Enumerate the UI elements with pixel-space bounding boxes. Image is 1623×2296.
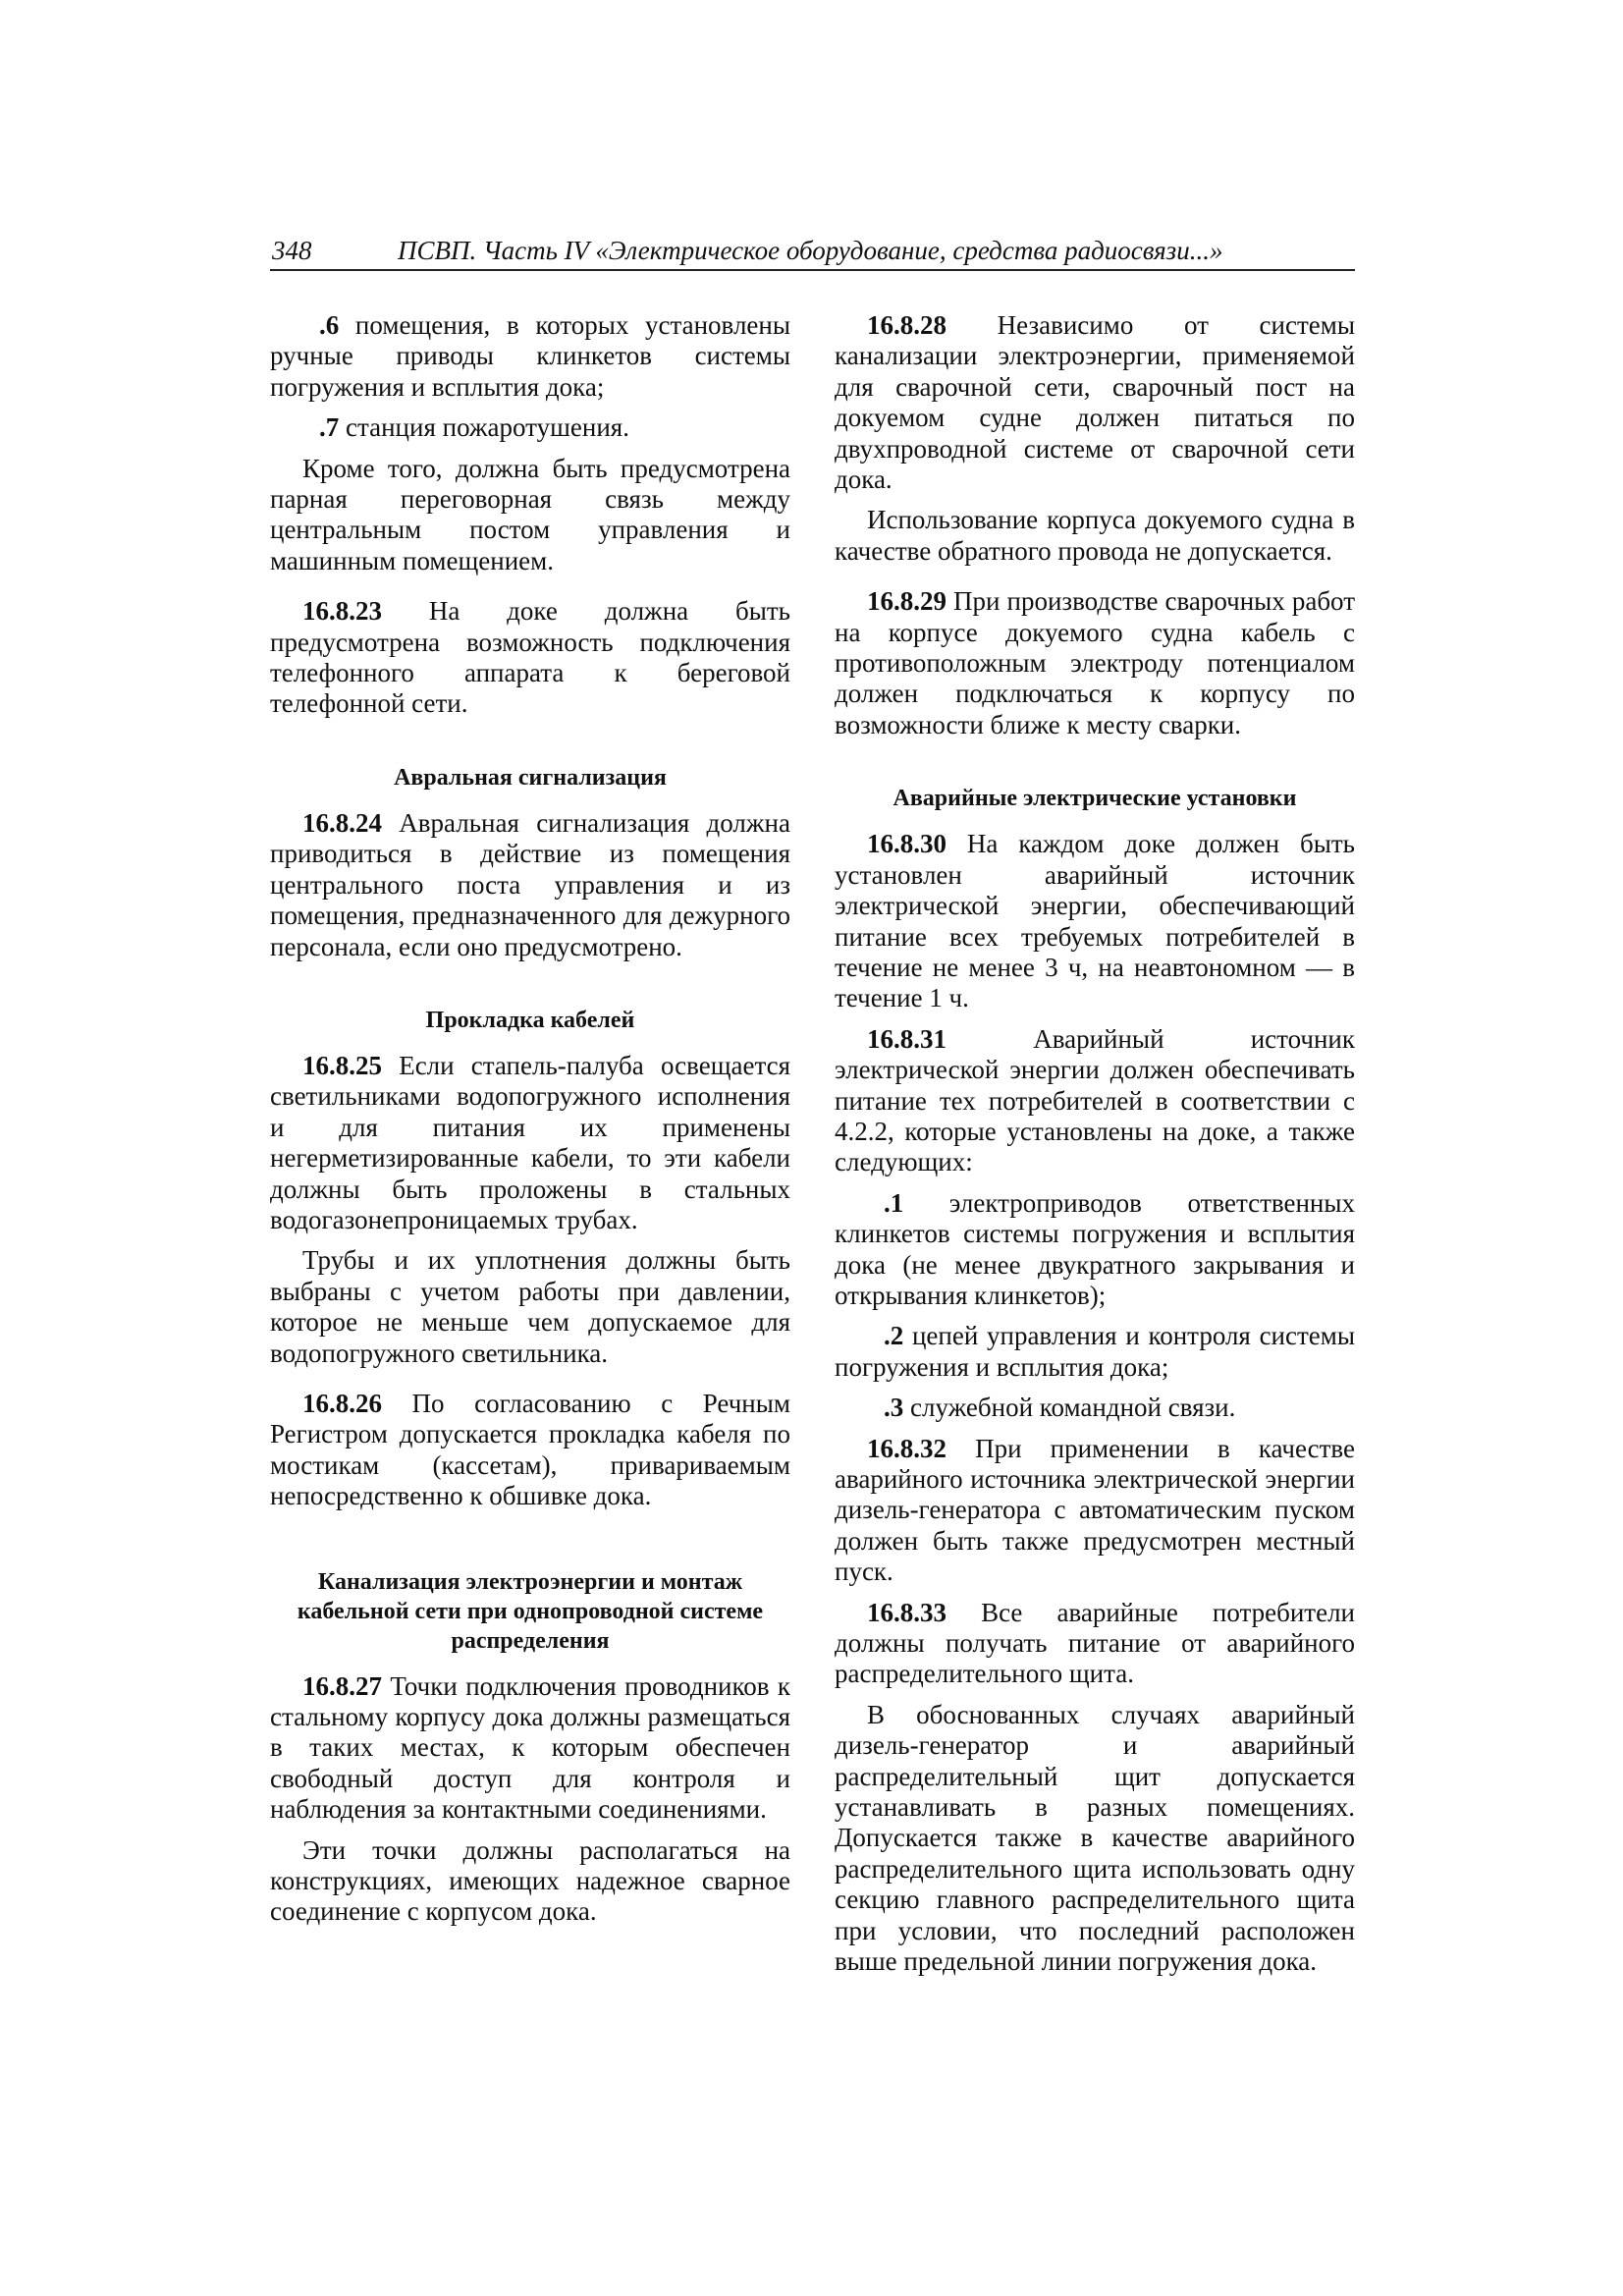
clause-16-8-23 xyxy=(270,596,790,720)
paragraph-text: Трубы и их уплотнения должны быть выбраны с учетом работы при давлении, которое не меньше чем допускаемое для водопогружного светильника. xyxy=(270,1245,790,1368)
paragraph-text: Точки подключения проводников к стальному корпусу дока должны размещаться в таких местах, к которым обеспечен свободный доступ для контроля и наблюдения за контактными соединениями. xyxy=(270,1670,790,1825)
clause-number: 16.8.23 xyxy=(302,596,382,627)
clause-16-8-30 xyxy=(835,829,1355,1013)
paragraph-text: служебной командной связи. xyxy=(903,1393,1236,1423)
section-heading: Канализация электроэнергии и монтаж кабельной сети при однопроводной системе распределения xyxy=(297,1568,764,1654)
item-number: .2 xyxy=(884,1321,904,1351)
paragraph-text: помещения, в которых установлены ручные приводы клинкетов системы погружения и всплытия дока; xyxy=(270,310,790,402)
running-header xyxy=(270,236,1355,271)
paragraph-text: Все аварийные потребители должны получать питание от аварийного распределительного щита. xyxy=(835,1597,1355,1689)
list-item xyxy=(270,412,790,443)
clause-number: 16.8.31 xyxy=(867,1023,947,1054)
paragraph-text: Независимо от системы канализации электроэнергии, применяемой для сварочной сети, сварочный пост на докуемом судне должен питаться по двухпроводной системе от сварочной сети дока. xyxy=(835,310,1355,495)
clause-16-8-27 xyxy=(270,1671,790,1826)
right-column xyxy=(835,310,1355,1988)
list-item xyxy=(835,1321,1355,1383)
clause-16-8-33 xyxy=(835,1598,1355,1690)
paragraph xyxy=(270,1835,790,1928)
paragraph-text: По согласованию с Речным Регистром допускается прокладка кабеля по мостикам (кассетам), привариваемым непосредственно к обшивке дока. xyxy=(270,1388,790,1511)
item-number: .6 xyxy=(319,310,340,340)
paragraph xyxy=(835,1700,1355,1978)
paragraph xyxy=(270,454,790,577)
clause-16-8-26 xyxy=(270,1389,790,1512)
paragraph-text: Если стапель-палуба освещается светильниками водопогружного исполнения и для питания их применены негерметизированные кабели, то эти кабели должны быть проложены в стальных водогазонепроницаемых трубах. xyxy=(270,1050,790,1234)
paragraph-text: Использование корпуса докуемого судна в качестве обратного провода не допускается. xyxy=(835,505,1355,566)
running-title: ПСВП. Часть IV «Электрическое оборудование, средства радиосвязи...» xyxy=(398,236,1223,265)
section-heading: Авральная сигнализация xyxy=(394,764,667,791)
clause-number: 16.8.29 xyxy=(867,586,947,617)
clause-16-8-24 xyxy=(270,808,790,962)
page-number: 348 xyxy=(272,236,312,265)
clause-number: 16.8.32 xyxy=(867,1433,947,1463)
section-heading: Прокладка кабелей xyxy=(425,1007,635,1033)
item-number: .3 xyxy=(884,1393,904,1423)
clause-16-8-31 xyxy=(835,1024,1355,1178)
clause-number: 16.8.28 xyxy=(867,310,947,340)
paragraph-text: электроприводов ответственных клинкетов системы погружения и всплытия дока (не менее двукратного закрывания и открывания клинкетов); xyxy=(835,1187,1355,1310)
paragraph xyxy=(270,1245,790,1369)
left-column xyxy=(270,310,790,1938)
paragraph-text: На доке должна быть предусмотрена возможность подключения телефонного аппарата к береговой телефонной сети. xyxy=(270,596,790,719)
paragraph-text: При производстве сварочных работ на корпусе докуемого судна кабель с противоположным электроду потенциалом должен подключаться к корпусу по возможности ближе к месту сварки. xyxy=(835,586,1355,739)
paragraph-text: На каждом доке должен быть установлен аварийный источник электрической энергии, обеспечивающий питание всех требуемых потребителей в течение не менее 3 ч, на неавтономном — в течение 1 ч. xyxy=(835,829,1355,1013)
list-item xyxy=(835,1393,1355,1423)
paragraph xyxy=(835,505,1355,567)
paragraph-text: При применении в качестве аварийного источника электрической энергии дизель-генератора с автоматическим пуском должен быть также предусмотрен местный пуск. xyxy=(835,1433,1355,1587)
paragraph-text: Эти точки должны располагаться на конструкциях, имеющих надежное сварное соединение с корпусом дока. xyxy=(270,1834,790,1927)
paragraph-text: В обоснованных случаях аварийный дизель-генератор и аварийный распределительный щит допускается устанавливать в разных помещениях. Допускается также в качестве аварийного распределительного щита использовать одну секцию главного распределительного щита при условии, что последний расположен выше предельной линии погружения дока. xyxy=(835,1699,1355,1977)
clause-16-8-32 xyxy=(835,1434,1355,1588)
paragraph-text: станция пожаротушения. xyxy=(339,412,629,443)
section-heading: Аварийные электрические установки xyxy=(893,786,1297,812)
paragraph-text: цепей управления и контроля системы погружения и всплытия дока; xyxy=(835,1321,1355,1382)
paragraph-text: Авральная сигнализация должна приводиться в действие из помещения центрального поста управления и из помещения, предназначенного для дежурного персонала, если оно предусмотрено. xyxy=(270,807,790,961)
item-number: .7 xyxy=(319,412,340,443)
clause-number: 16.8.33 xyxy=(867,1597,947,1627)
clause-number: 16.8.24 xyxy=(302,807,382,838)
paragraph-text: Кроме того, должна быть предусмотрена парная переговорная связь между центральным постом управления и машинным помещением. xyxy=(270,453,790,575)
clause-16-8-25 xyxy=(270,1051,790,1235)
clause-number: 16.8.27 xyxy=(302,1670,382,1701)
clause-number: 16.8.26 xyxy=(302,1388,382,1418)
list-item xyxy=(835,1188,1355,1312)
paragraph-text: Аварийный источник электрической энергии должен обеспечивать питание тех потребителей в соответствии с 4.2.2, которые установлены на доке, а также следующих: xyxy=(835,1023,1355,1177)
list-item xyxy=(270,310,790,403)
item-number: .1 xyxy=(884,1187,904,1218)
clause-16-8-28 xyxy=(835,310,1355,495)
clause-number: 16.8.25 xyxy=(302,1050,382,1080)
clause-number: 16.8.30 xyxy=(867,829,947,859)
clause-16-8-29 xyxy=(835,586,1355,740)
